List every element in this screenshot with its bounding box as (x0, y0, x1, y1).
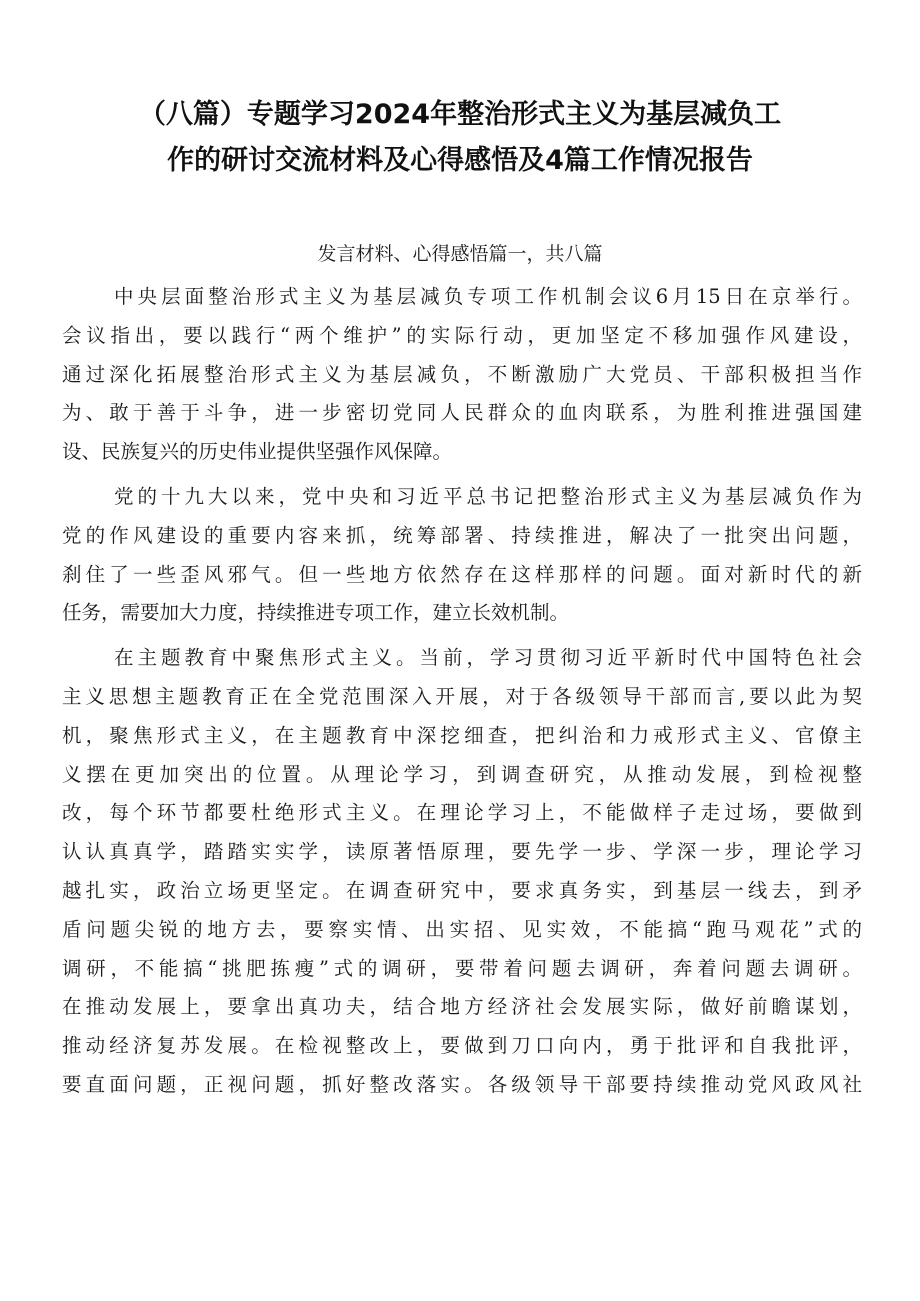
text-line: 中央层面整治形式主义为基层减负专项工作机制会议6月15日在京举行。 (114, 285, 862, 308)
document-subtitle: 发言材料、心得感悟篇一，共八篇 (317, 243, 603, 265)
title-line: 作的研讨交流材料及心得感悟及4篇工作情况报告 (167, 145, 753, 176)
text-line: 会议指出，要以践行“两个维护”的实际行动，更加坚定不移加强作风建设， (62, 323, 862, 347)
text-line: 在推动发展上，要拿出真功夫，结合地方经济社会发展实际，做好前瞻谋划， (62, 995, 862, 1019)
document-body (62, 278, 862, 1105)
text-line: 义摆在更加突出的位置。从理论学习，到调查研究，从推动发展，到检视整 (62, 762, 862, 786)
text-line: 盾问题尖锐的地方去，要察实情、出实招、见实效，不能搞“跑马观花”式的 (62, 917, 862, 941)
text-line: 在主题教育中聚焦形式主义。当前，学习贯彻习近平新时代中国特色社会 (114, 646, 862, 670)
text-line: 改，每个环节都要杜绝形式主义。在理论学习上，不能做样子走过场，要做到 (62, 801, 862, 825)
paragraph (62, 278, 862, 472)
title-line: （八篇）专题学习2024年整治形式主义为基层减负工 (138, 99, 782, 130)
text-line: 通过深化拓展整治形式主义为基层减负，不断激励广大党员、干部积极担当作 (62, 362, 862, 386)
text-line: 任务，需要加大力度，持续推进专项工作，建立长效机制。 (62, 601, 570, 625)
text-line: 越扎实，政治立场更坚定。在调查研究中，要求真务实，到基层一线去，到矛 (62, 878, 862, 902)
text-line: 调研，不能搞“挑肥拣瘦”式的调研，要带着问题去调研，奔着问题去调研。 (62, 956, 862, 980)
text-line: 要直面问题，正视问题，抓好整改落实。各级领导干部要持续推动党风政风社 (62, 1072, 862, 1096)
text-line: 设、民族复兴的历史伟业提供坚强作风保障。 (62, 440, 453, 464)
text-line: 刹住了一些歪风邪气。但一些地方依然存在这样那样的问题。面对新时代的新 (62, 562, 862, 586)
paragraph (62, 478, 862, 633)
text-line: 党的十九大以来，党中央和习近平总书记把整治形式主义为基层减负作为 (114, 484, 862, 508)
text-line: 为、敢于善于斗争，进一步密切党同人民群众的血肉联系，为胜利推进强国建 (62, 401, 862, 425)
document-title (40, 92, 880, 184)
text-line: 党的作风建设的重要内容来抓，统筹部署、持续推进，解决了一批突出问题， (62, 523, 862, 547)
text-line: 认认真真学，踏踏实实学，读原著悟原理，要先学一步、学深一步，理论学习 (62, 840, 862, 864)
text-line: 机，聚焦形式主义，在主题教育中深挖细查，把纠治和力戒形式主义、官僚主 (62, 723, 862, 747)
text-line: 推动经济复苏发展。在检视整改上，要做到刀口向内，勇于批评和自我批评， (62, 1034, 862, 1058)
paragraph (62, 639, 862, 1105)
text-line: 主义思想主题教育正在全党范围深入开展，对于各级领导干部而言,要以此为契 (62, 684, 862, 708)
